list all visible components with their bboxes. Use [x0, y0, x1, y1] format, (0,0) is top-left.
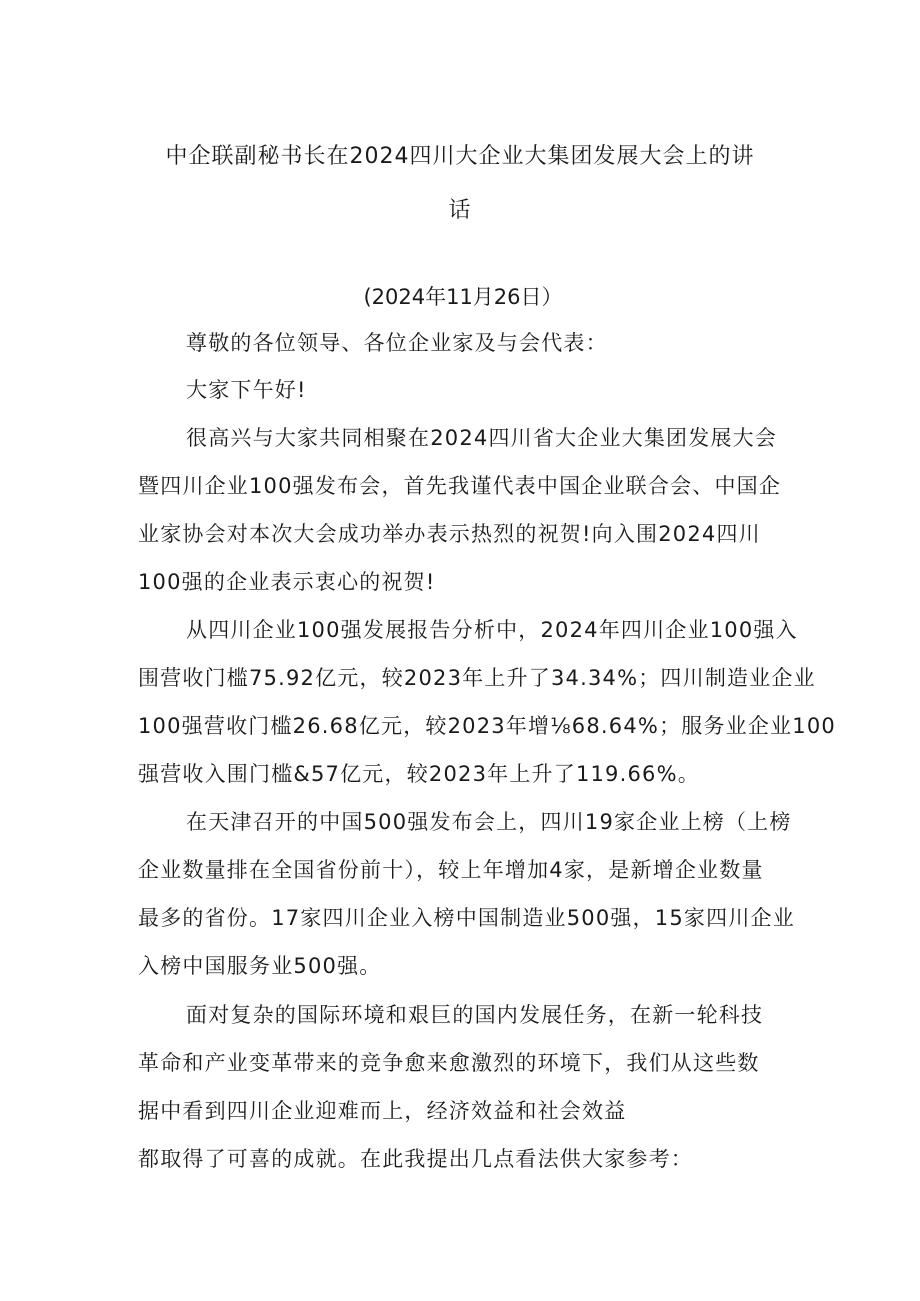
- paragraph-4-line-2: 革命和产业变革带来的竞争愈来愈激烈的环境下，我们从这些数: [138, 1051, 760, 1075]
- paragraph-3-line-4: 入榜中国服务业500强。: [138, 954, 382, 978]
- document-title-line-1: 中企联副秘书长在2024四川大企业大集团发展大会上的讲: [165, 144, 755, 169]
- paragraph-4-line-4: 都取得了可喜的成就。在此我提出几点看法供大家参考：: [138, 1147, 693, 1171]
- paragraph-1-line-3: 业家协会对本次大会成功举办表示热烈的祝贺!向入围2024四川: [138, 522, 761, 546]
- paragraph-1-line-1: 很高兴与大家共同相聚在2024四川省大企业大集团发展大会: [186, 426, 778, 450]
- paragraph-3-line-2: 企业数量排在全国省份前十），较上年增加4家，是新增企业数量: [138, 858, 764, 882]
- paragraph-3-line-3: 最多的省份。17家四川企业入榜中国制造业500强，15家四川企业: [138, 906, 795, 930]
- paragraph-3-line-1: 在天津召开的中国500强发布会上，四川19家企业上榜（上榜: [186, 810, 792, 834]
- paragraph-2-line-3: 100强营收门槛26.68亿元，较2023年增⅛68.64%；服务业企业100: [138, 714, 836, 738]
- paragraph-4-line-1: 面对复杂的国际环境和艰巨的国内发展任务，在新一轮科技: [186, 1003, 764, 1027]
- salutation-line: 尊敬的各位领导、各位企业家及与会代表：: [186, 331, 608, 355]
- document-title-line-2: 话: [448, 198, 472, 223]
- greeting-line: 大家下午好!: [186, 378, 307, 402]
- paragraph-1-line-4: 100强的企业表示衷心的祝贺!: [138, 570, 436, 594]
- paragraph-1-line-2: 暨四川企业100强发布会，首先我谨代表中国企业联合会、中国企: [138, 474, 782, 498]
- paragraph-2-line-4: 强营收入围门槛&57亿元，较2023年上升了119.66%。: [138, 762, 700, 786]
- paragraph-4-line-3: 据中看到四川企业迎难而上，经济效益和社会效益: [138, 1099, 627, 1123]
- speech-date: (2024年11月26日）: [363, 285, 563, 309]
- paragraph-2-line-2: 围营收门槛75.92亿元，较2023年上升了34.34%；四川制造业企业: [138, 666, 816, 690]
- paragraph-2-line-1: 从四川企业100强发展报告分析中，2024年四川企业100强入: [186, 618, 798, 642]
